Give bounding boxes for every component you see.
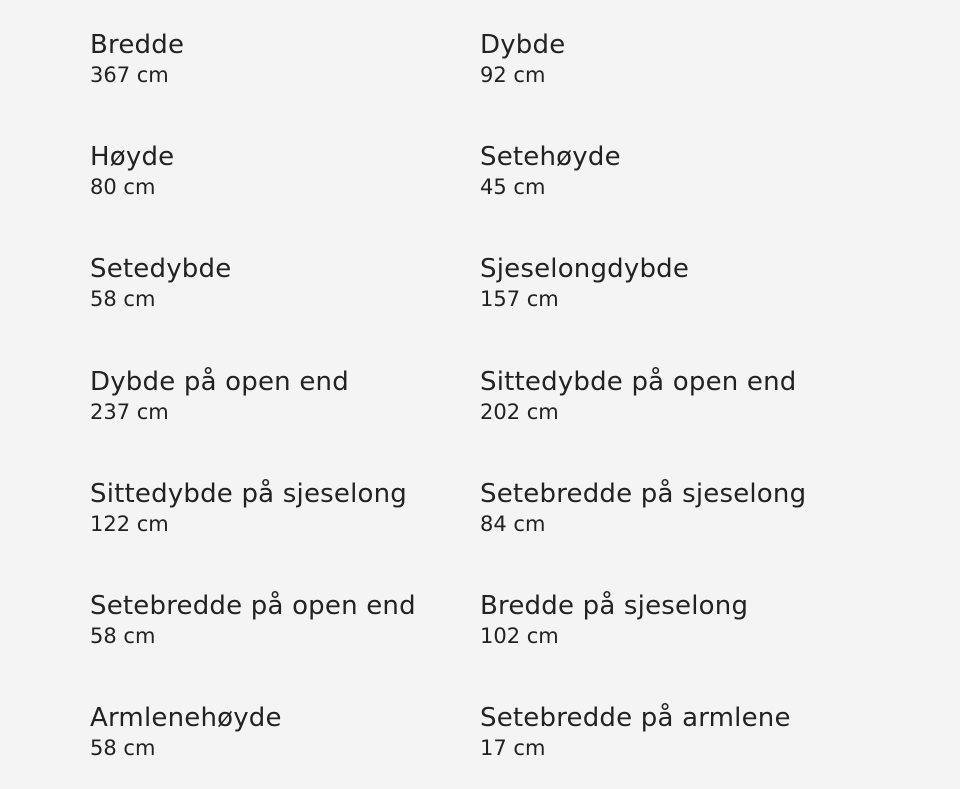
spec-label: Dybde	[480, 30, 566, 60]
spec-value: 80 cm	[90, 175, 156, 199]
spec-value: 45 cm	[480, 175, 546, 199]
spec-label: Setebredde på sjeselong	[480, 479, 807, 509]
spec-item-armlenehoyde	[90, 703, 470, 760]
spec-label: Armlenehøyde	[90, 703, 282, 733]
spec-item-sittedybde-open-end	[480, 367, 860, 424]
spec-item-bredde-sjeselong	[480, 591, 860, 648]
spec-label: Dybde på open end	[90, 367, 349, 397]
spec-label: Sjeselongdybde	[480, 254, 690, 284]
spec-item-setedybde	[90, 254, 470, 311]
spec-label: Sittedybde på sjeselong	[90, 479, 407, 509]
spec-label: Setebredde på open end	[90, 591, 416, 621]
spec-item-setehoyde	[480, 142, 860, 199]
spec-value: 202 cm	[480, 400, 559, 424]
spec-item-setebredde-sjeselong	[480, 479, 860, 536]
spec-value: 58 cm	[90, 736, 156, 760]
spec-value: 122 cm	[90, 512, 169, 536]
spec-item-setebredde-armlene	[480, 703, 860, 760]
spec-item-sjeselongdybde	[480, 254, 860, 311]
spec-value: 58 cm	[90, 287, 156, 311]
spec-label: Sittedybde på open end	[480, 367, 797, 397]
spec-item-dybde	[480, 30, 860, 87]
spec-label: Bredde på sjeselong	[480, 591, 749, 621]
spec-item-dybde-open-end	[90, 367, 470, 424]
spec-label: Setedybde	[90, 254, 232, 284]
spec-item-setebredde-open-end	[90, 591, 470, 648]
spec-value: 92 cm	[480, 63, 546, 87]
spec-label: Setehøyde	[480, 142, 621, 172]
spec-value: 58 cm	[90, 624, 156, 648]
spec-value: 237 cm	[90, 400, 169, 424]
spec-label: Høyde	[90, 142, 175, 172]
spec-value: 367 cm	[90, 63, 169, 87]
spec-value: 17 cm	[480, 736, 546, 760]
spec-value: 157 cm	[480, 287, 559, 311]
spec-value: 102 cm	[480, 624, 559, 648]
spec-item-hoyde	[90, 142, 470, 199]
spec-label: Bredde	[90, 30, 185, 60]
spec-item-bredde	[90, 30, 470, 87]
spec-label: Setebredde på armlene	[480, 703, 791, 733]
spec-value: 84 cm	[480, 512, 546, 536]
spec-item-sittedybde-sjeselong	[90, 479, 470, 536]
